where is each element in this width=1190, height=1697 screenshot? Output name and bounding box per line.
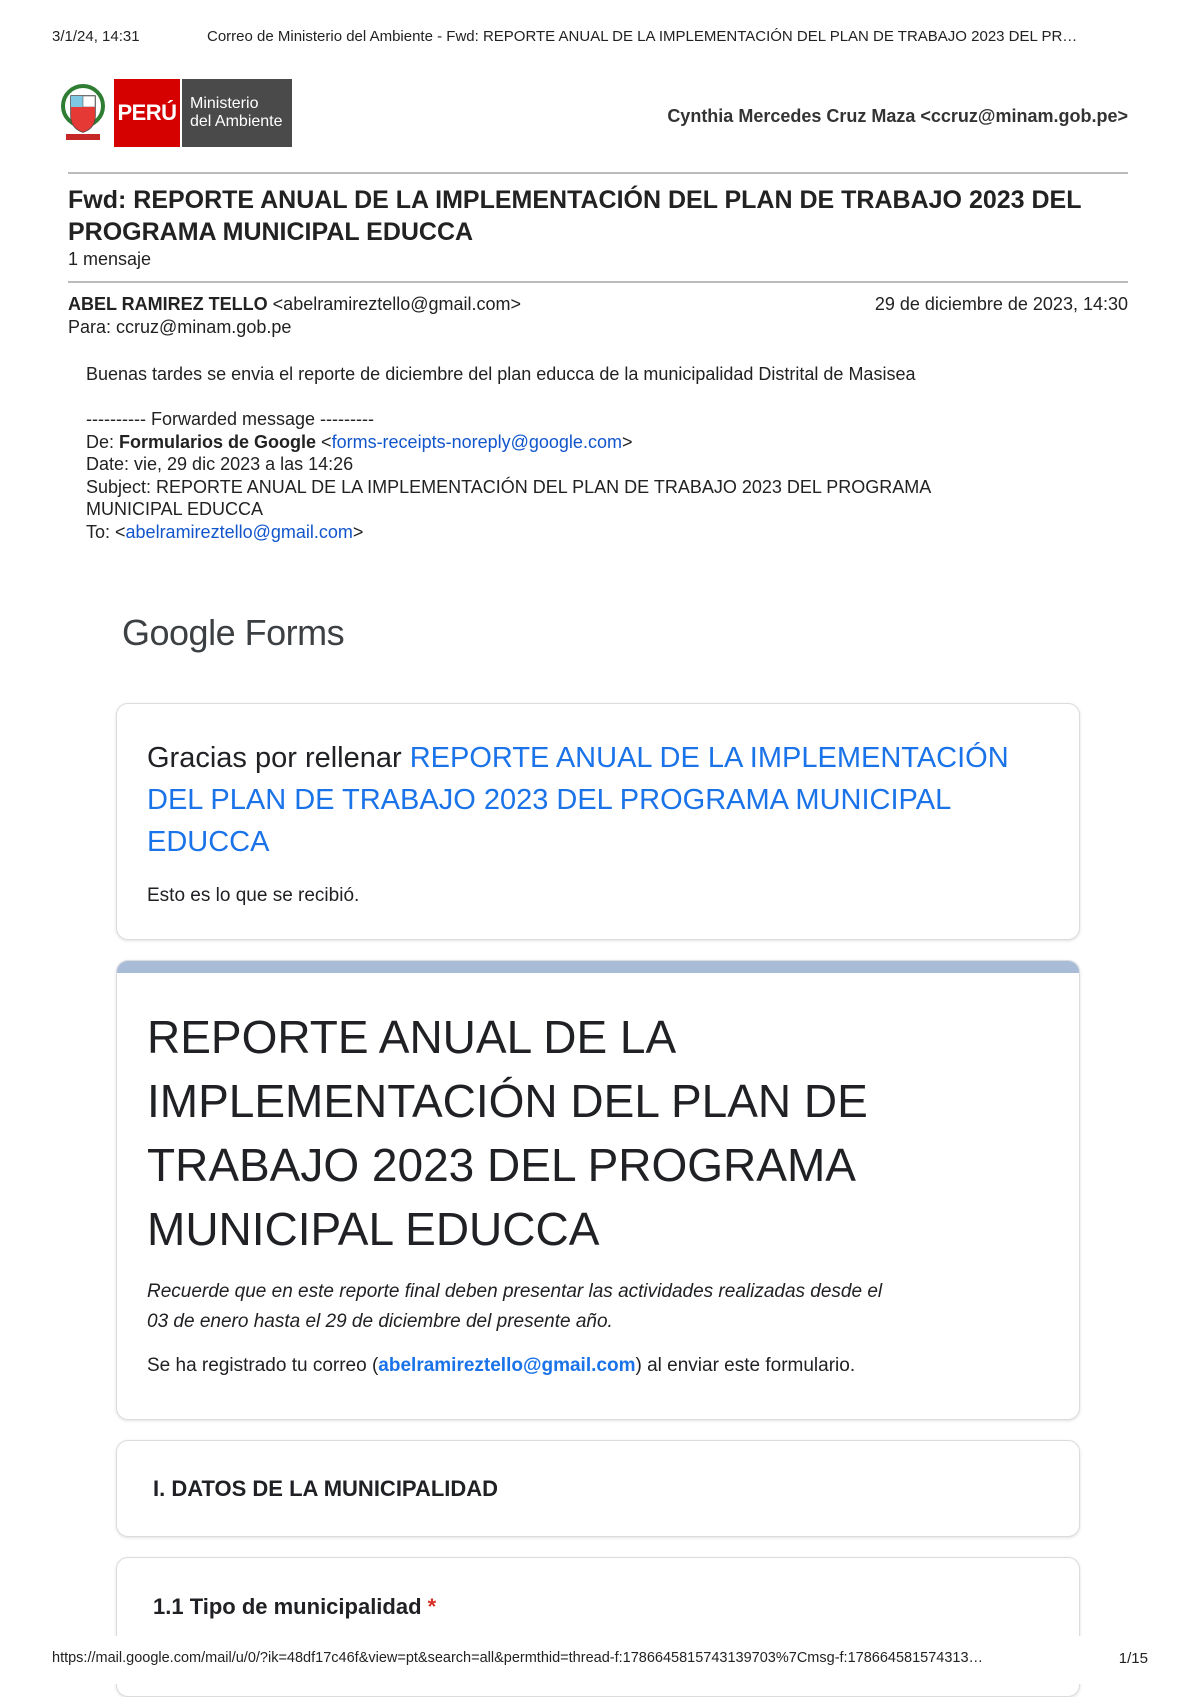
forms-logo-word: Forms — [235, 612, 345, 653]
print-title: Correo de Ministerio del Ambiente - Fwd: REPORTE ANUAL DE LA IMPLEMENTACIÓN DEL PLAN DE TRABAJO 2023 DEL PR… — [207, 28, 1078, 45]
peru-label: PERÚ — [114, 79, 180, 147]
peru-coat-of-arms-icon — [58, 82, 108, 144]
fwd-to-email-link[interactable]: abelramireztello@gmail.com — [125, 521, 353, 542]
email-subject: Fwd: REPORTE ANUAL DE LA IMPLEMENTACIÓN DEL PLAN DE TRABAJO 2023 DEL PROGRAMA MUNICIPAL EDUCCA — [68, 186, 1082, 246]
sender — [68, 294, 521, 315]
fwd-to: To: <abelramireztello@gmail.com> — [86, 521, 364, 542]
question-title — [153, 1594, 436, 1620]
form-title-link[interactable]: REPORTE ANUAL DE LA IMPLEMENTACIÓN DEL PLAN DE TRABAJO 2023 DEL PROGRAMA MUNICIPAL EDUCCA — [147, 742, 1009, 858]
section-card — [116, 1440, 1080, 1537]
print-datetime: 3/1/24, 14:31 — [52, 28, 140, 45]
message-count: 1 mensaje — [68, 249, 152, 269]
form-title: REPORTE ANUAL DE LA IMPLEMENTACIÓN DEL PLAN DE TRABAJO 2023 DEL PROGRAMA MUNICIPAL EDUCCA — [147, 1011, 868, 1255]
print-url: https://mail.google.com/mail/u/0/?ik=48df17c46f&view=pt&search=all&permthid=thread-f:1786645815743139703%7Cmsg-f:178664581574313… — [52, 1650, 984, 1666]
sender-name: ABEL RAMIREZ TELLO — [68, 294, 268, 314]
confirmation-card — [116, 703, 1080, 940]
ministry-line-1: Ministerio — [190, 95, 259, 112]
fwd-from-name: Formularios de Google — [119, 431, 317, 452]
email-date: 29 de diciembre de 2023, 14:30 — [874, 294, 1128, 314]
form-header-accent-bar — [117, 961, 1079, 973]
forwarded-block — [86, 408, 1036, 543]
registered-email-note: Se ha registrado tu correo (abelramireztello@gmail.com) al enviar este formulario. — [147, 1355, 856, 1376]
divider-subject — [68, 281, 1128, 283]
email-recipient: Para: ccruz@minam.gob.pe — [68, 317, 292, 337]
question-label: 1.1 Tipo de municipalidad — [153, 1594, 422, 1619]
ministry-name — [182, 79, 292, 147]
form-description: Recuerde que en este reporte final deben presentar las actividades realizadas desde el 03 de enero hasta el 29 de diciembre del presente año. — [147, 1281, 883, 1332]
fwd-from-email-link[interactable]: forms-receipts-noreply@google.com — [331, 431, 622, 452]
ministry-line-2: del Ambiente — [190, 113, 283, 130]
print-page-number: 1/15 — [1118, 1650, 1148, 1667]
ministry-logo — [58, 79, 292, 147]
registered-email-link[interactable]: abelramireztello@gmail.com — [378, 1355, 636, 1376]
sender-email[interactable]: <abelramireztello@gmail.com> — [267, 294, 522, 314]
google-forms-logo — [122, 612, 344, 654]
fwd-subject: Subject: REPORTE ANUAL DE LA IMPLEMENTACIÓN DEL PLAN DE TRABAJO 2023 DEL PROGRAMA MUNICIPAL EDUCCA — [86, 476, 931, 519]
google-logo-word: Google — [122, 612, 236, 653]
received-text: Esto es lo que se recibió. — [147, 885, 360, 906]
form-header-card — [116, 960, 1080, 1420]
required-marker: * — [427, 1594, 437, 1619]
account-identity: Cynthia Mercedes Cruz Maza <ccruz@minam.gob.pe> — [667, 106, 1128, 126]
divider-top — [68, 172, 1128, 174]
email-body: Buenas tardes se envia el reporte de diciembre del plan educca de la municipalidad Distrital de Masisea — [86, 364, 916, 384]
thanks-text — [147, 737, 1047, 863]
section-title: I. DATOS DE LA MUNICIPALIDAD — [153, 1476, 499, 1501]
fwd-date: Date: vie, 29 dic 2023 a las 14:26 — [86, 454, 354, 474]
thanks-prefix: Gracias por rellenar — [147, 742, 410, 774]
fwd-from: De: Formularios de Google <forms-receipts-noreply@google.com> — [86, 431, 633, 452]
fwd-header: ---------- Forwarded message --------- — [86, 409, 374, 429]
